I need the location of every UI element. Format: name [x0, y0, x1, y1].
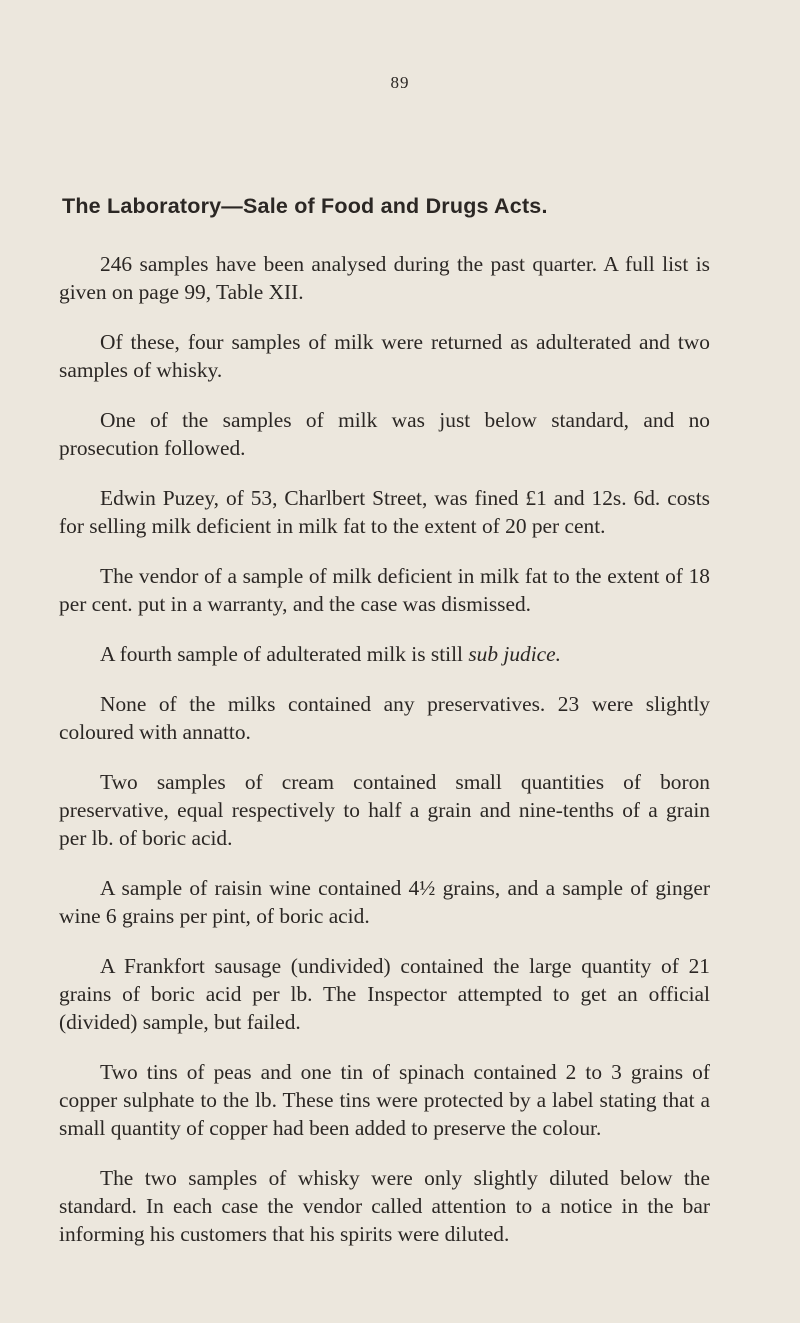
paragraph-text: A sample of raisin wine contained 4½ grains, and a sample of ginger wine 6 grains per pint, of boric acid. — [59, 876, 710, 928]
paragraph-adulterated-samples — [59, 328, 710, 384]
paragraph-samples-analysed — [59, 250, 710, 306]
page-number: 89 — [390, 73, 410, 92]
paragraph-text: Of these, four samples of milk were returned as adulterated and two samples of whisky. — [59, 330, 710, 382]
paragraph-cream — [59, 768, 710, 852]
latin-phrase: sub judice. — [468, 642, 562, 666]
section-heading: The Laboratory—Sale of Food and Drugs Acts. — [62, 194, 548, 218]
paragraph-wine — [59, 874, 710, 930]
paragraph-text: 246 samples have been analysed during the past quarter. A full list is given on page 99, Table XII. — [59, 252, 710, 304]
paragraph-warranty — [59, 562, 710, 618]
paragraph-below-standard — [59, 406, 710, 462]
report-body — [59, 250, 710, 1248]
paragraph-text: Two samples of cream contained small quantities of boron preservative, equal respectively to half a grain and nine-tenths of a grain per lb. of boric acid. — [59, 770, 710, 850]
paragraph-text: One of the samples of milk was just below standard, and no prosecution followed. — [59, 408, 710, 460]
paragraph-preservatives — [59, 690, 710, 746]
paragraph-sub-judice — [59, 640, 710, 668]
paragraph-text: A Frankfort sausage (undivided) contained the large quantity of 21 grains of boric acid per lb. The Inspector attempted to get an official (divided) sample, but failed. — [59, 954, 710, 1034]
paragraph-sausage — [59, 952, 710, 1036]
paragraph-text: A fourth sample of adulterated milk is still — [100, 642, 469, 666]
paragraph-prosecution — [59, 484, 710, 540]
paragraph-text: The vendor of a sample of milk deficient in milk fat to the extent of 18 per cent. put in a warranty, and the case was dismissed. — [59, 564, 710, 616]
paragraph-text: Two tins of peas and one tin of spinach contained 2 to 3 grains of copper sulphate to the lb. These tins were protected by a label stating that a small quantity of copper had been added to preserve the colour. — [59, 1060, 710, 1140]
paragraph-whisky — [59, 1164, 710, 1248]
paragraph-text: Edwin Puzey, of 53, Charlbert Street, was fined £1 and 12s. 6d. costs for selling milk deficient in milk fat to the extent of 20 per cent. — [59, 486, 710, 538]
paragraph-text: The two samples of whisky were only slightly diluted below the standard. In each case the vendor called attention to a notice in the bar informing his customers that his spirits were diluted. — [59, 1166, 710, 1246]
paragraph-tins — [59, 1058, 710, 1142]
paragraph-text: None of the milks contained any preservatives. 23 were slightly coloured with annatto. — [59, 692, 710, 744]
